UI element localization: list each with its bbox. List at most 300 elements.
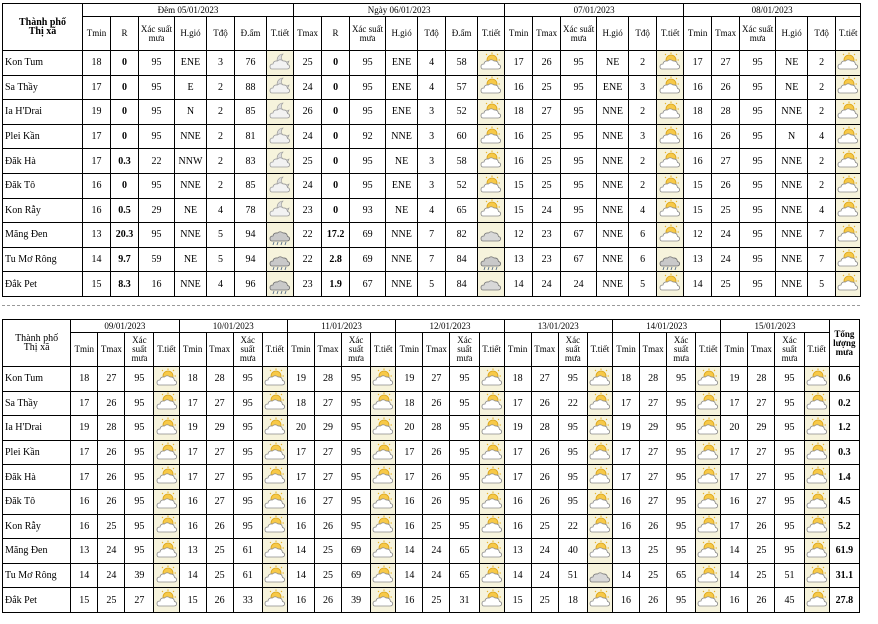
value-cell: 16 (721, 489, 748, 514)
value-cell: 24 (98, 539, 125, 564)
column-header: Tmax (98, 333, 125, 367)
column-header: Tmin (71, 333, 98, 367)
sun-cloud-icon (154, 367, 179, 392)
value-cell: 16 (396, 588, 423, 613)
value-cell: 95 (667, 440, 696, 465)
sun-cloud-icon (154, 465, 179, 490)
sun-cloud-icon (154, 489, 179, 514)
date-header: 11/01/2023 (287, 320, 395, 333)
column-header: Tmax (423, 333, 450, 367)
value-cell: 19 (287, 367, 314, 392)
value-cell: 4 (418, 75, 446, 100)
value-cell: NNE (386, 223, 418, 248)
value-cell: 94 (235, 223, 267, 248)
value-cell: 16 (684, 75, 712, 100)
value-cell: 26 (640, 588, 667, 613)
sun-cloud-icon (371, 563, 396, 588)
value-cell: 14 (721, 563, 748, 588)
value-cell: NE (386, 149, 418, 174)
value-cell: 95 (450, 416, 479, 441)
sun-cloud-icon (262, 367, 287, 392)
value-cell: 78 (235, 198, 267, 223)
value-cell: NNE (776, 272, 808, 297)
value-cell: 22 (294, 247, 322, 272)
sun-cloud-icon (587, 416, 612, 441)
sun-cloud-icon (479, 416, 504, 441)
value-cell: 26 (423, 489, 450, 514)
value-cell: NE (175, 247, 207, 272)
column-header: Tmax (533, 17, 561, 51)
value-cell: 60 (446, 124, 478, 149)
value-cell: NNE (597, 198, 629, 223)
value-cell: 17 (612, 391, 639, 416)
value-cell: 95 (125, 416, 154, 441)
value-cell: 18 (612, 367, 639, 392)
value-cell: 94 (235, 247, 267, 272)
column-header: Xác suất mưa (350, 17, 386, 51)
value-cell: 95 (775, 440, 804, 465)
column-header: Tmax (294, 17, 322, 51)
location-name: Măng Đen (3, 223, 83, 248)
value-cell: 82 (446, 223, 478, 248)
table-row (3, 223, 861, 248)
value-cell: 3 (418, 100, 446, 125)
value-cell: 95 (450, 367, 479, 392)
column-header: T.tiết (267, 17, 294, 51)
value-cell: 29 (640, 416, 667, 441)
sun-cloud-icon (657, 124, 684, 149)
sun-cloud-icon (479, 539, 504, 564)
value-cell: 23 (533, 223, 561, 248)
value-cell: 85 (235, 100, 267, 125)
value-cell: 2 (629, 51, 657, 76)
table-row (3, 149, 861, 174)
value-cell: 95 (740, 124, 776, 149)
rain-cloud-icon (478, 247, 505, 272)
value-cell: 95 (561, 198, 597, 223)
value-cell: 26 (98, 489, 125, 514)
value-cell: 27 (748, 440, 775, 465)
sun-cloud-icon (657, 100, 684, 125)
value-cell: 16 (83, 173, 111, 198)
value-cell: 16 (505, 149, 533, 174)
value-cell: 22 (139, 149, 175, 174)
value-cell: 16 (504, 514, 531, 539)
value-cell: 26 (423, 440, 450, 465)
value-cell: 95 (667, 539, 696, 564)
night-cloudy-icon (267, 100, 294, 125)
value-cell: 14 (71, 563, 98, 588)
rain-cloud-icon (657, 247, 684, 272)
location-name: Đăk Tô (3, 173, 83, 198)
value-cell: 26 (531, 391, 558, 416)
value-cell: 27 (314, 440, 341, 465)
value-cell: 17.2 (322, 223, 350, 248)
location-name: Kon Tum (3, 367, 71, 392)
value-cell: 95 (740, 51, 776, 76)
sun-cloud-icon (154, 514, 179, 539)
sun-cloud-icon (587, 465, 612, 490)
sun-cloud-icon (371, 416, 396, 441)
sun-cloud-icon (479, 440, 504, 465)
value-cell: 2 (808, 149, 836, 174)
value-cell: 25 (294, 51, 322, 76)
sun-cloud-icon (804, 440, 829, 465)
sun-cloud-icon (478, 149, 505, 174)
value-cell: NNE (597, 247, 629, 272)
total-rain-value: 1.2 (829, 416, 859, 441)
value-cell: 18 (684, 100, 712, 125)
value-cell: 26 (206, 588, 233, 613)
value-cell: 19 (504, 416, 531, 441)
value-cell: 5 (629, 272, 657, 297)
sun-cloud-icon (371, 440, 396, 465)
cloud-icon (478, 223, 505, 248)
value-cell: 24 (533, 272, 561, 297)
value-cell: 59 (139, 247, 175, 272)
date-header: 10/01/2023 (179, 320, 287, 333)
value-cell: 27 (98, 367, 125, 392)
section-divider (2, 305, 860, 306)
sun-cloud-icon (478, 75, 505, 100)
table-row (3, 539, 860, 564)
value-cell: 20 (396, 416, 423, 441)
value-cell: 28 (712, 100, 740, 125)
value-cell: 29 (206, 416, 233, 441)
sun-cloud-icon (804, 465, 829, 490)
value-cell: 95 (233, 440, 262, 465)
column-header: Xác suất mưa (342, 333, 371, 367)
value-cell: 18 (396, 391, 423, 416)
value-cell: 14 (505, 272, 533, 297)
value-cell: 4 (207, 272, 235, 297)
value-cell: NNE (776, 198, 808, 223)
value-cell: 16 (71, 489, 98, 514)
value-cell: 51 (775, 563, 804, 588)
night-cloudy-icon (267, 124, 294, 149)
night-cloudy-icon (267, 75, 294, 100)
location-name: Đăk Hà (3, 149, 83, 174)
value-cell: 14 (287, 539, 314, 564)
value-cell: 26 (640, 514, 667, 539)
value-cell: 17 (721, 465, 748, 490)
value-cell: 25 (98, 588, 125, 613)
value-cell: 25 (712, 198, 740, 223)
value-cell: 17 (179, 391, 206, 416)
table-row (3, 51, 861, 76)
value-cell: 20.3 (111, 223, 139, 248)
sun-cloud-icon (696, 465, 721, 490)
value-cell: 13 (504, 539, 531, 564)
date-header: 14/01/2023 (612, 320, 720, 333)
location-name: Kon Tum (3, 51, 83, 76)
value-cell: 76 (235, 51, 267, 76)
table-row (3, 272, 861, 297)
value-cell: 95 (740, 247, 776, 272)
value-cell: 4 (808, 124, 836, 149)
value-cell: 26 (712, 173, 740, 198)
value-cell: 25 (531, 588, 558, 613)
sun-cloud-icon (479, 514, 504, 539)
value-cell: 15 (504, 588, 531, 613)
night-cloudy-icon (267, 149, 294, 174)
table-row (3, 367, 860, 392)
sun-cloud-icon (371, 391, 396, 416)
sun-cloud-icon (478, 100, 505, 125)
night-cloudy-icon (267, 173, 294, 198)
value-cell: 0 (322, 100, 350, 125)
value-cell: 23 (294, 198, 322, 223)
value-cell: 52 (446, 173, 478, 198)
value-cell: 24 (294, 173, 322, 198)
value-cell: 95 (125, 514, 154, 539)
value-cell: 24 (533, 198, 561, 223)
value-cell: 95 (740, 173, 776, 198)
value-cell: 95 (775, 539, 804, 564)
value-cell: 69 (350, 247, 386, 272)
value-cell: ENE (175, 51, 207, 76)
sun-cloud-icon (154, 539, 179, 564)
value-cell: 95 (667, 588, 696, 613)
value-cell: NNE (597, 173, 629, 198)
sun-cloud-icon (696, 440, 721, 465)
value-cell: NNE (386, 247, 418, 272)
value-cell: 27 (125, 588, 154, 613)
value-cell: 95 (233, 465, 262, 490)
sun-cloud-icon (696, 489, 721, 514)
value-cell: 95 (775, 489, 804, 514)
value-cell: 0 (322, 75, 350, 100)
value-cell: 67 (561, 223, 597, 248)
location-name: Tu Mơ Rông (3, 247, 83, 272)
cloud-icon (478, 272, 505, 297)
sun-cloud-icon (478, 51, 505, 76)
value-cell: 28 (206, 367, 233, 392)
value-cell: 26 (531, 465, 558, 490)
value-cell: 14 (396, 539, 423, 564)
value-cell: 27 (640, 465, 667, 490)
value-cell: 16 (287, 489, 314, 514)
value-cell: 84 (446, 272, 478, 297)
column-header: Xác suất mưa (740, 17, 776, 51)
sun-cloud-icon (587, 440, 612, 465)
night-cloudy-icon (267, 51, 294, 76)
value-cell: 25 (640, 539, 667, 564)
value-cell: 2 (629, 149, 657, 174)
value-cell: 95 (558, 367, 587, 392)
sun-cloud-icon (836, 75, 861, 100)
value-cell: NNE (776, 223, 808, 248)
sun-cloud-icon (804, 416, 829, 441)
value-cell: NE (776, 75, 808, 100)
value-cell: 17 (71, 440, 98, 465)
value-cell: 18 (505, 100, 533, 125)
sun-cloud-icon (154, 588, 179, 613)
value-cell: NE (597, 51, 629, 76)
value-cell: N (776, 124, 808, 149)
value-cell: 28 (640, 367, 667, 392)
total-rain-value: 5.2 (829, 514, 859, 539)
sun-cloud-icon (657, 51, 684, 76)
value-cell: 0.3 (111, 149, 139, 174)
value-cell: 67 (561, 247, 597, 272)
value-cell: 95 (667, 391, 696, 416)
value-cell: 27 (712, 149, 740, 174)
value-cell: 33 (233, 588, 262, 613)
value-cell: 29 (748, 416, 775, 441)
column-header: R (322, 17, 350, 51)
value-cell: 95 (350, 100, 386, 125)
value-cell: 16 (287, 514, 314, 539)
sun-cloud-icon (587, 367, 612, 392)
value-cell: 19 (71, 416, 98, 441)
value-cell: 95 (350, 149, 386, 174)
sun-cloud-icon (836, 198, 861, 223)
value-cell: 25 (640, 563, 667, 588)
value-cell: 17 (504, 440, 531, 465)
value-cell: 15 (71, 588, 98, 613)
total-rain-value: 0.3 (829, 440, 859, 465)
value-cell: 16 (179, 489, 206, 514)
value-cell: 95 (233, 416, 262, 441)
value-cell: 0 (322, 124, 350, 149)
value-cell: 95 (342, 391, 371, 416)
value-cell: 2 (808, 75, 836, 100)
value-cell: 95 (558, 465, 587, 490)
value-cell: NNE (175, 124, 207, 149)
sun-cloud-icon (262, 489, 287, 514)
sun-cloud-icon (836, 149, 861, 174)
value-cell: 24 (423, 539, 450, 564)
value-cell: 14 (179, 563, 206, 588)
value-cell: NNE (597, 272, 629, 297)
value-cell: 25 (314, 563, 341, 588)
value-cell: 0 (111, 75, 139, 100)
value-cell: 28 (748, 367, 775, 392)
column-header: H.gió (597, 17, 629, 51)
value-cell: NE (175, 198, 207, 223)
value-cell: 57 (446, 75, 478, 100)
value-cell: 19 (83, 100, 111, 125)
column-header: Tđộ (418, 17, 446, 51)
value-cell: 25 (748, 563, 775, 588)
value-cell: 95 (667, 416, 696, 441)
sun-cloud-icon (836, 272, 861, 297)
column-header: Tmax (206, 333, 233, 367)
value-cell: 3 (629, 124, 657, 149)
value-cell: 27 (206, 489, 233, 514)
value-cell: ENE (386, 75, 418, 100)
value-cell: 17 (721, 440, 748, 465)
value-cell: 16 (505, 124, 533, 149)
sun-cloud-icon (804, 391, 829, 416)
value-cell: 27 (314, 465, 341, 490)
value-cell: 28 (531, 416, 558, 441)
table-row (3, 198, 861, 223)
rain-cloud-icon (267, 223, 294, 248)
value-cell: 0 (111, 100, 139, 125)
column-header: T.tiết (371, 333, 396, 367)
value-cell: 95 (350, 173, 386, 198)
value-cell: 0 (322, 198, 350, 223)
column-header: T.tiết (154, 333, 179, 367)
value-cell: 2.8 (322, 247, 350, 272)
value-cell: 2 (808, 100, 836, 125)
table-row (3, 514, 860, 539)
value-cell: 28 (423, 416, 450, 441)
location-name: Đắk Pet (3, 272, 83, 297)
value-cell: 95 (139, 51, 175, 76)
value-cell: 81 (235, 124, 267, 149)
value-cell: 15 (179, 588, 206, 613)
value-cell: 28 (314, 367, 341, 392)
date-header: 12/01/2023 (396, 320, 504, 333)
value-cell: 14 (396, 563, 423, 588)
column-header: Xác suất mưa (233, 333, 262, 367)
value-cell: 25 (423, 514, 450, 539)
value-cell: 26 (712, 124, 740, 149)
sun-cloud-icon (587, 588, 612, 613)
value-cell: 4 (418, 51, 446, 76)
table-row (3, 416, 860, 441)
sun-cloud-icon (371, 489, 396, 514)
location-name: Ia H'Drai (3, 416, 71, 441)
location-name: Đăk Tô (3, 489, 71, 514)
value-cell: 17 (83, 149, 111, 174)
sun-cloud-icon (479, 563, 504, 588)
value-cell: 2 (207, 173, 235, 198)
value-cell: 14 (504, 563, 531, 588)
total-rain-value: 0.2 (829, 391, 859, 416)
value-cell: 18 (71, 367, 98, 392)
sun-cloud-icon (696, 588, 721, 613)
value-cell: 15 (684, 198, 712, 223)
value-cell: 22 (558, 391, 587, 416)
value-cell: NNE (776, 247, 808, 272)
value-cell: 13 (83, 223, 111, 248)
rain-cloud-icon (267, 272, 294, 297)
value-cell: 27 (748, 489, 775, 514)
value-cell: 14 (721, 539, 748, 564)
value-cell: 19 (612, 416, 639, 441)
table-row (3, 124, 861, 149)
sun-cloud-icon (657, 149, 684, 174)
value-cell: 95 (558, 440, 587, 465)
value-cell: 17 (505, 51, 533, 76)
location-name: Măng Đen (3, 539, 71, 564)
value-cell: 7 (418, 247, 446, 272)
period-header: 08/01/2023 (684, 4, 861, 17)
night-cloudy-icon (267, 198, 294, 223)
value-cell: 15 (505, 173, 533, 198)
value-cell: 13 (179, 539, 206, 564)
value-cell: 27 (748, 465, 775, 490)
location-name: Kon Rẫy (3, 514, 71, 539)
column-header: Đ.ẩm (235, 17, 267, 51)
value-cell: 16 (612, 588, 639, 613)
sun-cloud-icon (479, 367, 504, 392)
value-cell: 3 (418, 124, 446, 149)
value-cell: 95 (740, 223, 776, 248)
value-cell: 24 (294, 124, 322, 149)
sun-cloud-icon (262, 539, 287, 564)
value-cell: 16 (83, 198, 111, 223)
value-cell: 26 (531, 440, 558, 465)
sun-cloud-icon (262, 391, 287, 416)
column-header: Tmin (287, 333, 314, 367)
value-cell: 95 (667, 489, 696, 514)
value-cell: 2 (629, 173, 657, 198)
